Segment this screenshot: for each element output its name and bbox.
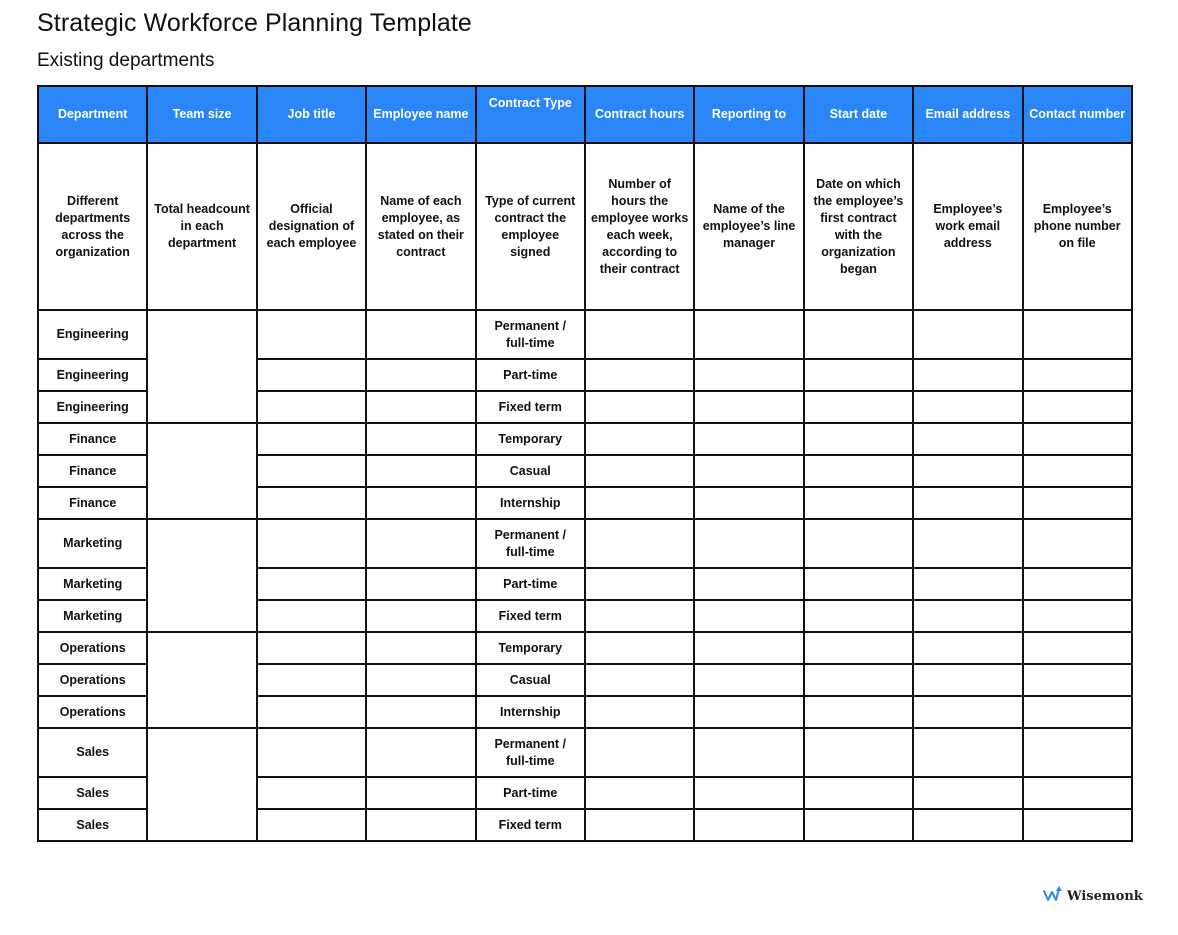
header-row: [38, 86, 1132, 143]
contact-number-cell[interactable]: [1023, 809, 1132, 841]
reporting-to-cell[interactable]: [694, 455, 803, 487]
employee-name-cell[interactable]: [366, 487, 475, 519]
start-date-cell[interactable]: [804, 310, 913, 359]
department-cell: Engineering: [38, 310, 147, 359]
team-size-cell[interactable]: [147, 310, 256, 423]
start-date-cell[interactable]: [804, 391, 913, 423]
desc-start-date: Date on which the employee’s first contract with the organization began: [804, 143, 913, 310]
job-title-cell[interactable]: [257, 310, 366, 359]
desc-email-address: Employee’s work email address: [913, 143, 1022, 310]
section-subtitle: Existing departments: [37, 50, 215, 71]
contract-hours-cell[interactable]: [585, 359, 694, 391]
header-employee-name: Employee name: [366, 86, 475, 143]
department-cell: Sales: [38, 728, 147, 777]
contract-hours-cell[interactable]: [585, 632, 694, 664]
start-date-cell[interactable]: [804, 423, 913, 455]
department-cell: Sales: [38, 809, 147, 841]
reporting-to-cell[interactable]: [694, 487, 803, 519]
employee-name-cell[interactable]: [366, 455, 475, 487]
department-cell: Marketing: [38, 600, 147, 632]
contact-number-cell[interactable]: [1023, 455, 1132, 487]
contract-type-cell: Fixed term: [476, 391, 585, 423]
header-job-title: Job title: [257, 86, 366, 143]
start-date-cell[interactable]: [804, 664, 913, 696]
table-row: [38, 728, 1132, 777]
desc-contact-number: Employee’s phone number on file: [1023, 143, 1132, 310]
header-team-size: Team size: [147, 86, 256, 143]
reporting-to-cell[interactable]: [694, 423, 803, 455]
department-cell: Marketing: [38, 568, 147, 600]
contract-hours-cell[interactable]: [585, 455, 694, 487]
email-address-cell[interactable]: [913, 632, 1022, 664]
contract-hours-cell[interactable]: [585, 777, 694, 809]
email-address-cell[interactable]: [913, 568, 1022, 600]
email-address-cell[interactable]: [913, 455, 1022, 487]
start-date-cell[interactable]: [804, 568, 913, 600]
reporting-to-cell[interactable]: [694, 600, 803, 632]
email-address-cell[interactable]: [913, 391, 1022, 423]
reporting-to-cell[interactable]: [694, 391, 803, 423]
logo-text: Wisemonk: [1067, 889, 1143, 904]
job-title-cell[interactable]: [257, 455, 366, 487]
description-row: [38, 143, 1132, 310]
start-date-cell[interactable]: [804, 632, 913, 664]
employee-name-cell[interactable]: [366, 777, 475, 809]
team-size-cell[interactable]: [147, 519, 256, 632]
team-size-cell[interactable]: [147, 728, 256, 841]
employee-name-cell[interactable]: [366, 728, 475, 777]
contract-type-cell: Permanent / full-time: [476, 519, 585, 568]
contract-type-cell: Casual: [476, 455, 585, 487]
contract-hours-cell[interactable]: [585, 519, 694, 568]
job-title-cell[interactable]: [257, 728, 366, 777]
wisemonk-zigzag-arrow-icon: [1043, 886, 1063, 907]
contact-number-cell[interactable]: [1023, 391, 1132, 423]
start-date-cell[interactable]: [804, 359, 913, 391]
contact-number-cell[interactable]: [1023, 359, 1132, 391]
header-contract-hours: Contract hours: [585, 86, 694, 143]
email-address-cell[interactable]: [913, 487, 1022, 519]
department-cell: Engineering: [38, 359, 147, 391]
contract-type-cell: Part-time: [476, 568, 585, 600]
contract-type-cell: Permanent / full-time: [476, 310, 585, 359]
desc-department: Different departments across the organization: [38, 143, 147, 310]
contact-number-cell[interactable]: [1023, 519, 1132, 568]
contract-type-cell: Internship: [476, 487, 585, 519]
table-row: [38, 519, 1132, 568]
table-row: [38, 310, 1132, 359]
department-cell: Operations: [38, 696, 147, 728]
team-size-cell[interactable]: [147, 632, 256, 728]
employee-name-cell[interactable]: [366, 568, 475, 600]
desc-reporting-to: Name of the employee’s line manager: [694, 143, 803, 310]
reporting-to-cell[interactable]: [694, 809, 803, 841]
employee-name-cell[interactable]: [366, 423, 475, 455]
contact-number-cell[interactable]: [1023, 310, 1132, 359]
contact-number-cell[interactable]: [1023, 423, 1132, 455]
contract-hours-cell[interactable]: [585, 391, 694, 423]
contract-type-cell: Fixed term: [476, 600, 585, 632]
reporting-to-cell[interactable]: [694, 519, 803, 568]
start-date-cell[interactable]: [804, 455, 913, 487]
email-address-cell[interactable]: [913, 777, 1022, 809]
contract-hours-cell[interactable]: [585, 310, 694, 359]
email-address-cell[interactable]: [913, 696, 1022, 728]
contact-number-cell[interactable]: [1023, 487, 1132, 519]
employee-name-cell[interactable]: [366, 696, 475, 728]
contract-type-cell: Permanent / full-time: [476, 728, 585, 777]
job-title-cell[interactable]: [257, 777, 366, 809]
employee-name-cell[interactable]: [366, 600, 475, 632]
job-title-cell[interactable]: [257, 568, 366, 600]
reporting-to-cell[interactable]: [694, 568, 803, 600]
header-contact-number: Contact number: [1023, 86, 1132, 143]
start-date-cell[interactable]: [804, 696, 913, 728]
desc-employee-name: Name of each employee, as stated on their contract: [366, 143, 475, 310]
desc-job-title: Official designation of each employee: [257, 143, 366, 310]
table-row: [38, 423, 1132, 455]
email-address-cell[interactable]: [913, 809, 1022, 841]
start-date-cell[interactable]: [804, 519, 913, 568]
department-cell: Finance: [38, 487, 147, 519]
job-title-cell[interactable]: [257, 359, 366, 391]
contact-number-cell[interactable]: [1023, 664, 1132, 696]
contract-type-cell: Part-time: [476, 777, 585, 809]
email-address-cell[interactable]: [913, 664, 1022, 696]
contact-number-cell[interactable]: [1023, 600, 1132, 632]
reporting-to-cell[interactable]: [694, 310, 803, 359]
department-cell: Operations: [38, 664, 147, 696]
contract-hours-cell[interactable]: [585, 664, 694, 696]
contract-type-cell: Temporary: [476, 632, 585, 664]
reporting-to-cell[interactable]: [694, 359, 803, 391]
employee-name-cell[interactable]: [366, 809, 475, 841]
table-row: [38, 632, 1132, 664]
reporting-to-cell[interactable]: [694, 664, 803, 696]
job-title-cell[interactable]: [257, 664, 366, 696]
department-cell: Sales: [38, 777, 147, 809]
employee-name-cell[interactable]: [366, 310, 475, 359]
wisemonk-logo: [1043, 886, 1143, 907]
contract-type-cell: Casual: [476, 664, 585, 696]
contract-type-cell: Fixed term: [476, 809, 585, 841]
start-date-cell[interactable]: [804, 487, 913, 519]
contact-number-cell[interactable]: [1023, 568, 1132, 600]
job-title-cell[interactable]: [257, 600, 366, 632]
department-cell: Finance: [38, 423, 147, 455]
department-cell: Finance: [38, 455, 147, 487]
contract-hours-cell[interactable]: [585, 728, 694, 777]
employee-name-cell[interactable]: [366, 632, 475, 664]
email-address-cell[interactable]: [913, 600, 1022, 632]
email-address-cell[interactable]: [913, 359, 1022, 391]
job-title-cell[interactable]: [257, 423, 366, 455]
job-title-cell[interactable]: [257, 696, 366, 728]
contract-hours-cell[interactable]: [585, 487, 694, 519]
job-title-cell[interactable]: [257, 632, 366, 664]
desc-contract-hours: Number of hours the employee works each week, according to their contract: [585, 143, 694, 310]
job-title-cell[interactable]: [257, 391, 366, 423]
department-cell: Engineering: [38, 391, 147, 423]
reporting-to-cell[interactable]: [694, 728, 803, 777]
department-cell: Operations: [38, 632, 147, 664]
start-date-cell[interactable]: [804, 809, 913, 841]
page-title: Strategic Workforce Planning Template: [37, 9, 472, 37]
job-title-cell[interactable]: [257, 519, 366, 568]
header-email-address: Email address: [913, 86, 1022, 143]
contract-type-cell: Internship: [476, 696, 585, 728]
reporting-to-cell[interactable]: [694, 632, 803, 664]
start-date-cell[interactable]: [804, 600, 913, 632]
header-contract-type: Contract Type: [476, 86, 585, 143]
employee-name-cell[interactable]: [366, 519, 475, 568]
employee-name-cell[interactable]: [366, 391, 475, 423]
contact-number-cell[interactable]: [1023, 728, 1132, 777]
start-date-cell[interactable]: [804, 728, 913, 777]
contract-hours-cell[interactable]: [585, 600, 694, 632]
header-start-date: Start date: [804, 86, 913, 143]
contact-number-cell[interactable]: [1023, 632, 1132, 664]
team-size-cell[interactable]: [147, 423, 256, 519]
workforce-table: [37, 85, 1133, 842]
contract-hours-cell[interactable]: [585, 696, 694, 728]
desc-team-size: Total headcount in each department: [147, 143, 256, 310]
employee-name-cell[interactable]: [366, 664, 475, 696]
contract-type-cell: Part-time: [476, 359, 585, 391]
employee-name-cell[interactable]: [366, 359, 475, 391]
header-department: Department: [38, 86, 147, 143]
reporting-to-cell[interactable]: [694, 696, 803, 728]
contact-number-cell[interactable]: [1023, 696, 1132, 728]
contract-hours-cell[interactable]: [585, 809, 694, 841]
start-date-cell[interactable]: [804, 777, 913, 809]
contract-hours-cell[interactable]: [585, 423, 694, 455]
reporting-to-cell[interactable]: [694, 777, 803, 809]
email-address-cell[interactable]: [913, 519, 1022, 568]
header-reporting-to: Reporting to: [694, 86, 803, 143]
email-address-cell[interactable]: [913, 728, 1022, 777]
contract-hours-cell[interactable]: [585, 568, 694, 600]
desc-contract-type: Type of current contract the employee signed: [476, 143, 585, 310]
job-title-cell[interactable]: [257, 809, 366, 841]
contact-number-cell[interactable]: [1023, 777, 1132, 809]
department-cell: Marketing: [38, 519, 147, 568]
job-title-cell[interactable]: [257, 487, 366, 519]
contract-type-cell: Temporary: [476, 423, 585, 455]
email-address-cell[interactable]: [913, 310, 1022, 359]
email-address-cell[interactable]: [913, 423, 1022, 455]
